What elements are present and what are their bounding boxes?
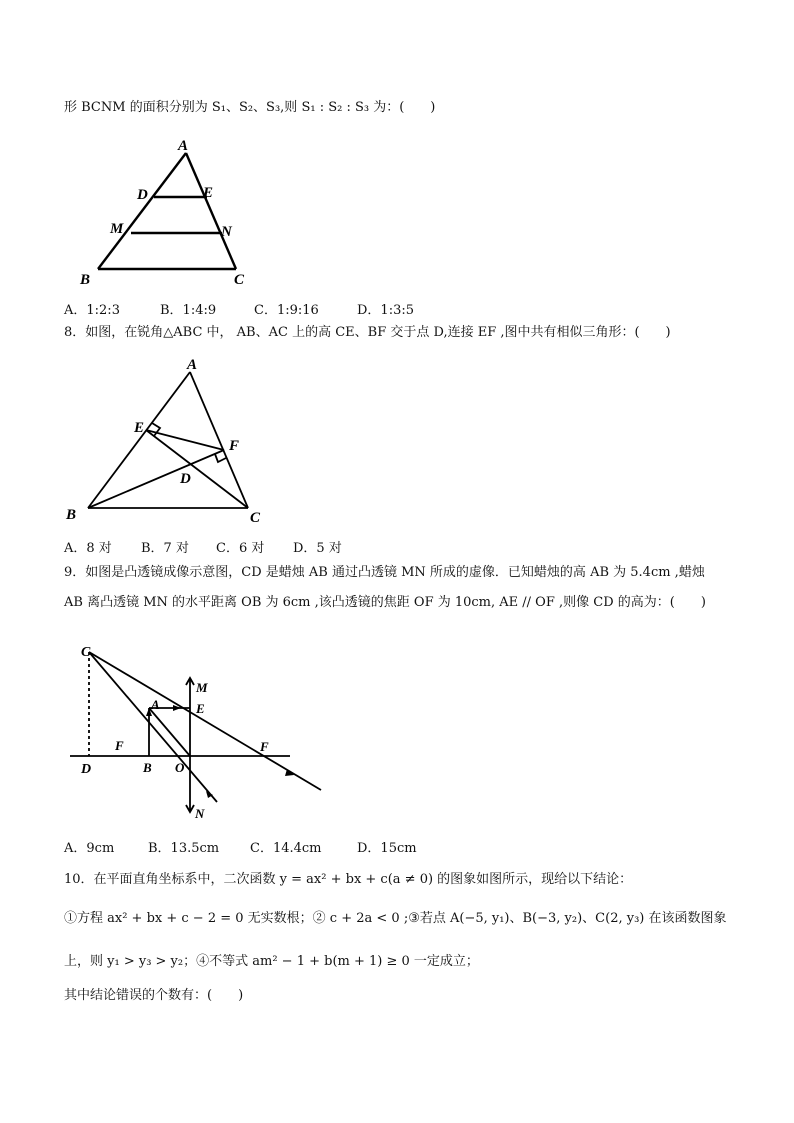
q8-option-d[interactable]: D．5 对	[293, 541, 342, 556]
q9-label-b: B	[143, 760, 152, 775]
q9-option-c[interactable]: C．14.4cm	[250, 841, 322, 856]
q10-stem-line1: 10．在平面直角坐标系中，二次函数 y = ax² + bx + c(a ≠ 0) 的图象如图所示，现给以下结论：	[64, 872, 633, 887]
q8-stem: 8．如图，在锐角△ABC 中， AB、AC 上的高 CE、BF 交于点 D,连接 EF ,图中共有相似三角形：( )	[64, 325, 671, 340]
q8-option-b[interactable]: B．7 对	[141, 541, 189, 556]
q9-label-m: M	[196, 680, 208, 695]
q9-ray-c-through-ae	[89, 652, 321, 790]
q9-option-b[interactable]: B．13.5cm	[148, 841, 220, 856]
q10-stem-line3: 上，则 y₁ > y₃ > y₂；④不等式 am² − 1 + b(m + 1) ≥ 0 一定成立；	[64, 954, 479, 969]
q7-label-a: A	[178, 138, 189, 154]
q7-stem-tail: 形 BCNM 的面积分别为 S₁、S₂、S₃,则 S₁ : S₂ : S₃ 为：( )	[64, 100, 436, 115]
q7-option-d[interactable]: D．1:3:5	[357, 303, 414, 318]
q8-option-a[interactable]: A．8 对	[64, 541, 112, 556]
q10-stem-line4: 其中结论错误的个数有：( )	[64, 988, 244, 1003]
q7-label-d: D	[137, 187, 148, 203]
q9-label-o: O	[175, 760, 185, 775]
q7-label-e: E	[203, 185, 214, 201]
q8-side-ab	[88, 372, 190, 508]
q9-label-n: N	[195, 806, 205, 821]
q7-triangle-figure	[70, 135, 270, 290]
q10-stem-line2: ①方程 ax² + bx + c − 2 = 0 无实数根；② c + 2a < 0 ;③若点 A(−5, y₁)、B(−3, y₂)、C(2, y₃) 在该函数图象	[64, 911, 727, 926]
q9-stem-line1: 9．如图是凸透镜成像示意图，CD 是蜡烛 AB 通过凸透镜 MN 所成的虚像．已知蜡烛的高 AB 为 5.4cm ,蜡烛	[64, 565, 705, 580]
q7-label-b: B	[80, 272, 91, 288]
q7-label-n: N	[221, 224, 232, 240]
q9-stem-line2: AB 离凸透镜 MN 的水平距离 OB 为 6cm ,该凸透镜的焦距 OF 为 10cm, AE // OF ,则像 CD 的高为：( )	[64, 595, 706, 610]
q8-label-b: B	[66, 507, 77, 523]
q8-label-d: D	[180, 471, 191, 487]
q8-triangle-figure	[60, 352, 280, 532]
q8-label-f: F	[229, 438, 240, 454]
q7-side-ab	[98, 153, 186, 269]
q9-label-e: E	[196, 701, 205, 716]
q9-label-f-right: F	[260, 739, 269, 754]
q7-side-ac	[186, 153, 236, 269]
q9-label-a: A	[151, 697, 160, 712]
q9-label-f-left: F	[115, 738, 124, 753]
q9-segment-a-to-o	[149, 708, 190, 756]
q8-label-a: A	[187, 357, 198, 373]
q7-label-c: C	[234, 272, 245, 288]
q7-label-m: M	[110, 221, 124, 237]
q9-label-d: D	[81, 762, 92, 777]
q9-lens-figure	[65, 640, 335, 825]
q8-option-c[interactable]: C．6 对	[216, 541, 265, 556]
q9-label-c: C	[81, 645, 91, 660]
q9-ray-c-through-o	[89, 652, 217, 802]
q8-right-angle-f	[215, 454, 226, 462]
q8-side-ac	[190, 372, 248, 508]
q7-option-b[interactable]: B．1:4:9	[160, 303, 217, 318]
q7-option-a[interactable]: A．1:2:3	[64, 303, 120, 318]
q8-altitude-bf	[88, 450, 224, 508]
q9-option-a[interactable]: A．9cm	[64, 841, 115, 856]
q8-label-c: C	[250, 510, 261, 526]
q8-label-e: E	[134, 420, 145, 436]
q9-option-d[interactable]: D．15cm	[357, 841, 417, 856]
q7-option-c[interactable]: C．1:9:16	[254, 303, 319, 318]
